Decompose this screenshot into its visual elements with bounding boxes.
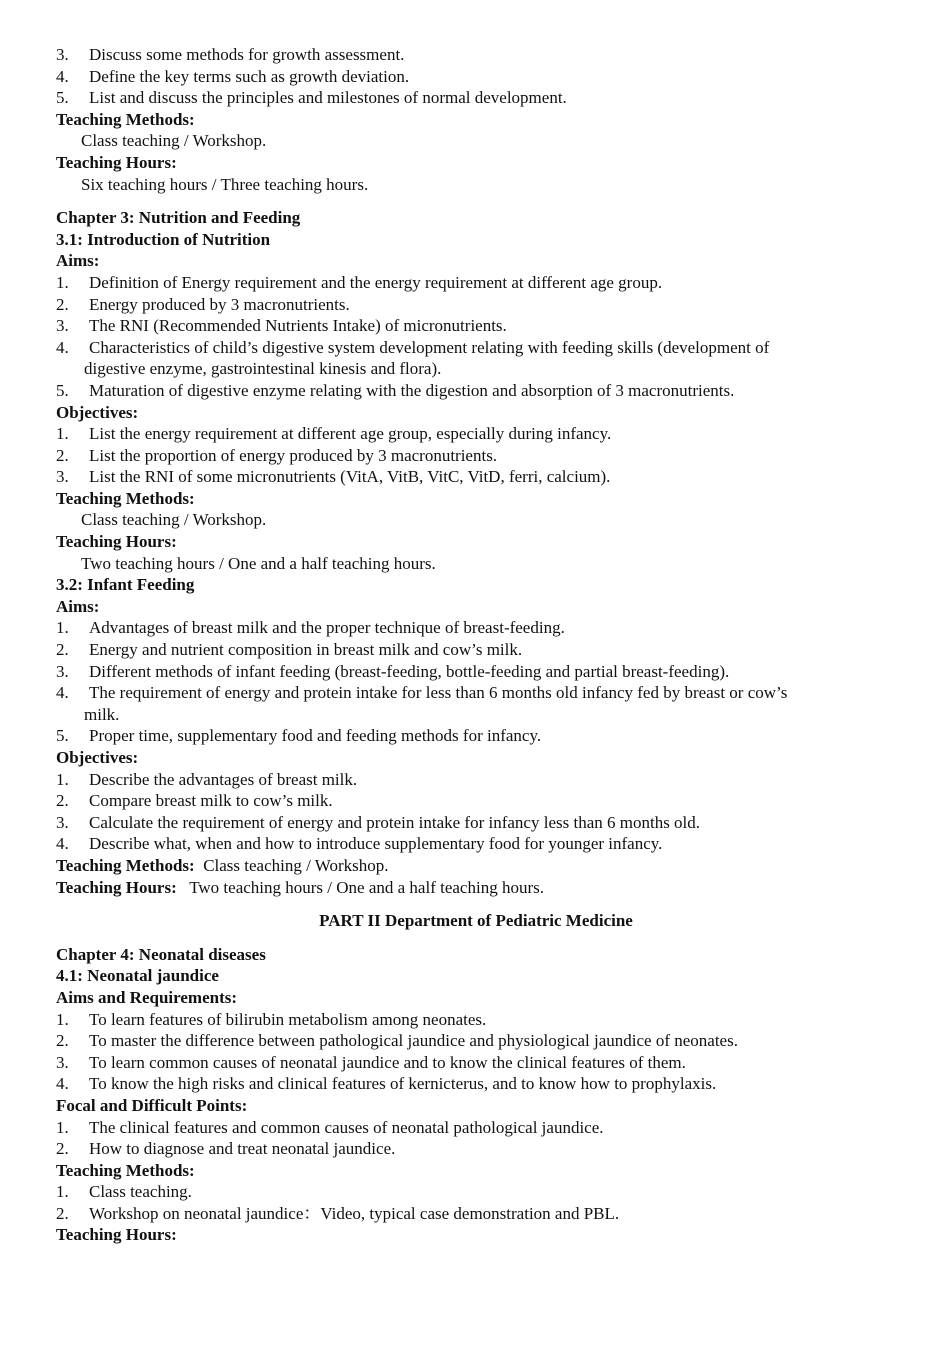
list-item [56,337,896,359]
list-item-number: 1. [56,424,69,444]
section-heading: Focal and Difficult Points: [56,1095,248,1115]
list-item-text: Different methods of infant feeding (breast-feeding, bottle-feeding and partial breast-feeding). [89,661,730,681]
list-item [56,66,896,88]
list-item-number: 2. [56,640,69,660]
list-item [56,725,896,747]
section-spacer [56,932,896,944]
list-item-number: 1. [56,1009,69,1029]
list-item-continuation: digestive enzyme, gastrointestinal kinesis and flora). [84,359,442,379]
indented-text: Class teaching / Workshop. [81,131,267,151]
list-item [56,380,896,402]
list-item [56,1203,896,1225]
list-item-text: Describe what, when and how to introduce supplementary food for younger infancy. [89,834,663,854]
list-item-text: Maturation of digestive enzyme relating with the digestion and absorption of 3 macronutrients. [89,380,735,400]
indented-text: Class teaching / Workshop. [81,510,267,530]
list-item-number: 4. [56,66,69,86]
section-heading: Aims: [56,596,100,616]
list-item-text: Define the key terms such as growth deviation. [89,66,410,86]
section-heading: Aims: [56,251,100,271]
section-heading: Chapter 3: Nutrition and Feeding [56,208,301,228]
list-item-number: 1. [56,769,69,789]
section-heading: Teaching Hours: [56,532,177,552]
inline-field-value: Class teaching / Workshop. [194,855,389,875]
list-item-text: To know the high risks and clinical features of kernicterus, and to know how to prophylaxis. [89,1074,717,1094]
list-item-text: Compare breast milk to cow’s milk. [89,791,333,811]
inline-field [56,855,896,877]
section-heading: 4.1: Neonatal jaundice [56,966,219,986]
section-heading: Teaching Methods: [56,488,195,508]
list-item [56,315,896,337]
section-heading: Teaching Methods: [56,109,195,129]
list-item-number: 3. [56,316,69,336]
section-spacer [56,898,896,910]
list-item [56,639,896,661]
list-item [56,833,896,855]
list-item-text: Energy and nutrient composition in breast milk and cow’s milk. [89,640,523,660]
list-item-text: Class teaching. [89,1182,192,1202]
list-item-number: 1. [56,1117,69,1137]
list-item [56,1030,896,1052]
section-heading: 3.2: Infant Feeding [56,575,195,595]
list-item [56,1181,896,1203]
list-item-text: Proper time, supplementary food and feeding methods for infancy. [89,726,542,746]
list-item-number: 3. [56,467,69,487]
list-item-text: Workshop on neonatal jaundice：Video, typical case demonstration and PBL. [89,1203,620,1223]
list-item [56,682,896,704]
list-item-text: The RNI (Recommended Nutrients Intake) of micronutrients. [89,316,507,336]
list-item-number: 4. [56,337,69,357]
list-item-number: 5. [56,726,69,746]
list-item [56,617,896,639]
list-item [56,87,896,109]
list-item-text: List the RNI of some micronutrients (VitA, VitB, VitC, VitD, ferri, calcium). [89,467,611,487]
list-item-text: To master the difference between pathological jaundice and physiological jaundice of neonates. [89,1031,738,1051]
list-item-text: List the energy requirement at different age group, especially during infancy. [89,424,612,444]
list-item-text: The requirement of energy and protein intake for less than 6 months old infancy fed by breast or cow’s [89,683,788,703]
list-item-number: 4. [56,834,69,854]
list-item-text: Characteristics of child’s digestive system development relating with feeding skills (development of [89,337,770,357]
list-item-text: Describe the advantages of breast milk. [89,769,358,789]
list-item-text: The clinical features and common causes of neonatal pathological jaundice. [89,1117,604,1137]
list-item-number: 2. [56,294,69,314]
list-item [56,423,896,445]
indented-text: Two teaching hours / One and a half teaching hours. [81,553,436,573]
list-item-number: 1. [56,1182,69,1202]
section-heading: Chapter 4: Neonatal diseases [56,944,266,964]
section-spacer [56,195,896,207]
list-item-number: 2. [56,445,69,465]
list-item-number: 3. [56,812,69,832]
list-item-number: 2. [56,791,69,811]
list-item-text: Discuss some methods for growth assessment. [89,45,405,64]
section-heading: Objectives: [56,402,139,422]
list-item [56,1073,896,1095]
list-item [56,1009,896,1031]
section-heading: Teaching Methods: [56,1160,195,1180]
list-item [56,445,896,467]
list-item-number: 5. [56,380,69,400]
list-item-text: List and discuss the principles and milestones of normal development. [89,88,567,108]
section-heading: Aims and Requirements: [56,987,238,1007]
list-item-number: 4. [56,1074,69,1094]
list-item-text: List the proportion of energy produced by 3 macronutrients. [89,445,498,465]
list-item-continuation: milk. [84,704,120,724]
section-heading: 3.1: Introduction of Nutrition [56,229,271,249]
list-item [56,812,896,834]
section-heading: Teaching Hours: [56,152,177,172]
list-item [56,1117,896,1139]
list-item-text: How to diagnose and treat neonatal jaundice. [89,1139,396,1159]
list-item-number: 3. [56,661,69,681]
list-item-number: 2. [56,1203,69,1223]
list-item [56,661,896,683]
list-item-text: Energy produced by 3 macronutrients. [89,294,350,314]
indented-text: Six teaching hours / Three teaching hours. [81,174,369,194]
section-heading: Objectives: [56,748,139,767]
list-item-text: To learn features of bilirubin metabolism among neonates. [89,1009,487,1029]
inline-field-value: Two teaching hours / One and a half teaching hours. [176,877,544,897]
list-item-number: 3. [56,1052,69,1072]
list-item-number: 2. [56,1031,69,1051]
list-item-number: 1. [56,618,69,638]
list-item [56,1138,896,1160]
list-item-text: Advantages of breast milk and the proper technique of breast-feeding. [89,618,565,638]
document-page [56,44,896,1246]
list-item [56,272,896,294]
list-item [56,294,896,316]
list-item-number: 2. [56,1139,69,1159]
list-item [56,790,896,812]
section-heading: Teaching Hours: [56,1225,177,1245]
list-item-number: 3. [56,45,69,64]
list-item-number: 4. [56,683,69,703]
list-item [56,44,896,66]
list-item [56,1052,896,1074]
inline-field-label: Teaching Methods: [56,855,195,875]
list-item-text: Calculate the requirement of energy and protein intake for infancy less than 6 months old. [89,812,701,832]
list-item [56,466,896,488]
inline-field-label: Teaching Hours: [56,877,177,897]
list-item-number: 1. [56,272,69,292]
list-item-text: To learn common causes of neonatal jaundice and to know the clinical features of them. [89,1052,686,1072]
inline-field [56,877,896,899]
list-item [56,769,896,791]
list-item-number: 5. [56,88,69,108]
part-title: PART II Department of Pediatric Medicine [319,911,633,931]
list-item-text: Definition of Energy requirement and the energy requirement at different age group. [89,272,663,292]
